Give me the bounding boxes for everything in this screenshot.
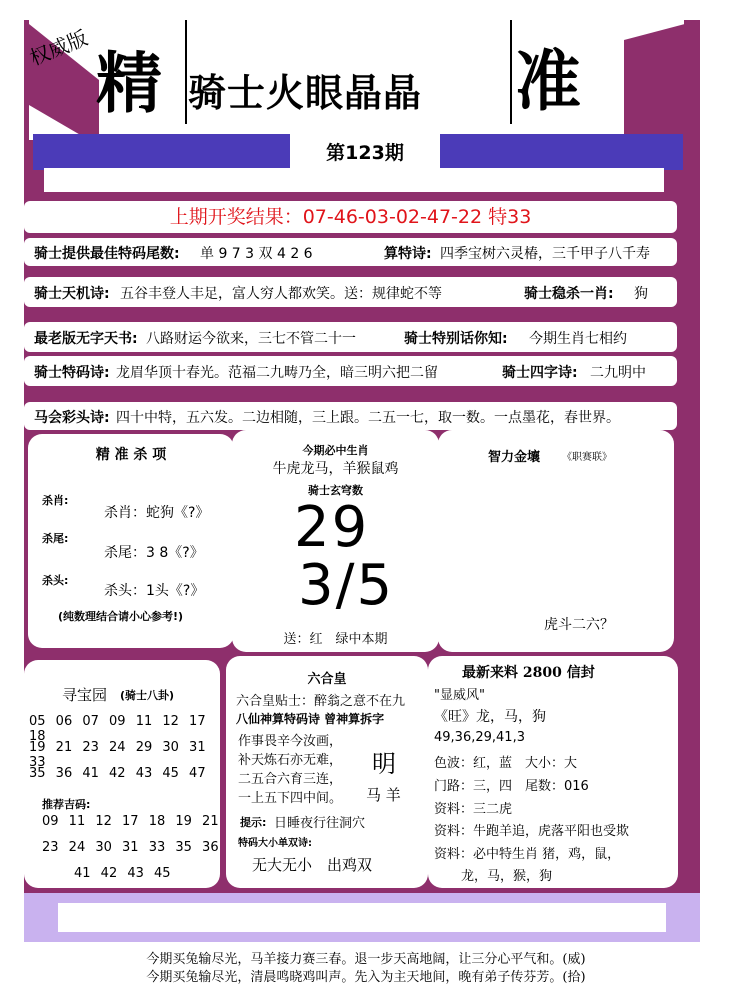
- zodiac-send: 送：红 绿中本期: [283, 632, 388, 647]
- mahui-label: 马会彩头诗:: [34, 410, 110, 426]
- header-left-char: 精: [96, 44, 162, 122]
- kill-one-label: 骑士稳杀一肖:: [524, 286, 614, 302]
- tianshu-row: [24, 322, 677, 352]
- latest-panel: [428, 656, 678, 888]
- wisdom-subtitle: 《职赛联》: [562, 452, 612, 463]
- horse-sheep: 马 羊: [366, 786, 401, 804]
- ming-char: 明: [372, 750, 396, 778]
- special-poem-label: 算特诗:: [384, 246, 432, 262]
- header-title: 骑士火眼晶晶: [188, 70, 423, 115]
- liuhe-tip: 六合皇贴士：醉翁之意不在九: [236, 694, 406, 709]
- bottom-box: [58, 903, 666, 932]
- header-divider-right: [510, 20, 512, 124]
- handwritten-bottom: 3/5: [298, 553, 395, 618]
- kill-tail-label: 杀尾:: [42, 532, 69, 545]
- recommend-label: 推荐吉码:: [42, 798, 91, 811]
- issue-number: 第123期: [326, 142, 404, 164]
- tianshu-value: 八路财运今欲来，三七不管二十一: [146, 331, 356, 347]
- latest-line-8: 龙，马，猴，狗: [448, 869, 553, 884]
- tianji-row: [24, 277, 677, 307]
- treasure-numbers-1: 05 06 07 09 11 12 17 18: [29, 714, 206, 744]
- zodiac-subtitle: 骑士玄穹数: [308, 484, 363, 497]
- wisdom-panel: [438, 430, 674, 652]
- latest-line-3: 色波：红，蓝 大小：大: [434, 756, 578, 771]
- latest-tag: "显威风": [434, 688, 485, 703]
- latest-line-5: 资料：三二虎: [434, 802, 513, 817]
- special-poem-value: 四季宝树六灵椿，三千甲子八千寿: [440, 246, 650, 262]
- footer-line-1: 今期买兔输尽光，马羊接力赛三春。退一步天高地阔，让三分心平气和。(威): [146, 952, 586, 967]
- tema-row: [24, 356, 677, 386]
- four-char-value: 二九明中: [590, 365, 646, 381]
- recommend-1: 09 11 12 17 18 19 21: [42, 814, 219, 829]
- tail-value: 单 9 7 3 双 4 2 6: [200, 246, 313, 262]
- four-char-label: 骑士四字诗:: [502, 365, 578, 381]
- tail-label: 骑士提供最佳特码尾数:: [34, 246, 180, 262]
- kill-zodiac-label: 杀肖:: [42, 494, 69, 507]
- latest-line-4: 门路：三，四 尾数：016: [434, 779, 589, 794]
- size-value: 无大无小 出鸡双: [252, 856, 373, 874]
- zodiac-list: 牛虎龙马，羊猴鼠鸡: [272, 461, 399, 477]
- liuhe-title: 六合皇: [307, 672, 347, 687]
- recommend-2: 23 24 30 31 33 35 36: [42, 840, 219, 855]
- size-label: 特码大小单双诗:: [238, 838, 312, 849]
- poem-line-2: 补天炼石亦无难，: [238, 753, 343, 768]
- latest-title: 最新来料 2800 信封: [462, 665, 595, 681]
- tianji-label: 骑士天机诗:: [34, 286, 110, 302]
- mahui-value: 四十中特，五六发。二边相随，三上跟。二五一七，取一数。一点墨花，春世界。: [116, 410, 620, 426]
- immortal-label: 八仙神算特码诗 曾神算拆字: [236, 712, 385, 726]
- zodiac-title: 今期必中生肖: [302, 444, 369, 457]
- treasure-title-note: (骑士八卦): [120, 689, 175, 702]
- special-words-label: 骑士特别话你知:: [404, 331, 508, 347]
- kill-panel: [28, 434, 234, 648]
- liuhe-panel: [226, 656, 428, 888]
- kill-panel-title: 精 准 杀 项: [95, 447, 167, 463]
- treasure-title: 寻宝园: [62, 686, 108, 704]
- header-right-char: 准: [515, 42, 581, 120]
- kill-head-label: 杀头:: [42, 574, 69, 587]
- latest-line-2: 49,36,29,41,3: [434, 730, 525, 745]
- latest-line-6: 资料：牛跑羊追，虎落平阳也受欺: [434, 824, 630, 839]
- footer-line-2: 今期买兔输尽光，清晨鸣晓鸡叫声。先入为主天地间，晚有弟子传芬芳。(拾): [146, 970, 586, 985]
- kill-zodiac-value: 杀肖：蛇狗《?》: [104, 505, 210, 521]
- recommend-3: 41 42 43 45: [74, 866, 171, 881]
- kill-one-value: 狗: [634, 286, 648, 302]
- tema-value: 龙眉华顶十春光。范福二九畴乃全，暗三明六把二留: [116, 365, 438, 381]
- kill-tail-value: 杀尾：3 8《?》: [104, 545, 204, 561]
- wisdom-title: 智力金壤: [488, 450, 541, 465]
- tema-label: 骑士特码诗:: [34, 365, 110, 381]
- tianshu-label: 最老版无字天书:: [34, 331, 138, 347]
- handwritten-top: 29: [294, 495, 370, 560]
- special-words-value: 今期生肖七相约: [529, 331, 627, 347]
- kill-note: (纯数理结合请小心参考!): [58, 610, 184, 623]
- hint-value: 日睡夜行往洞穴: [274, 816, 366, 831]
- tail-row: [24, 238, 677, 266]
- tianji-value: 五谷丰登人丰足，富人穷人都欢笑。送：规律蛇不等: [120, 286, 442, 302]
- mahui-row: [24, 402, 677, 430]
- kill-head-value: 杀头：1头《?》: [104, 583, 205, 599]
- header-divider-left: [185, 20, 187, 124]
- poem-line-1: 作事畏辛今汝画，: [238, 734, 343, 749]
- issue-bar-strip: [44, 168, 664, 192]
- latest-line-7: 资料：必中特生肖 猪，鸡，鼠，: [434, 847, 621, 862]
- zodiac-panel: [232, 430, 439, 652]
- poem-line-4: 一上五下四中间。: [238, 791, 343, 806]
- treasure-numbers-3: 35 36 41 42 43 45 47: [29, 766, 206, 781]
- last-result: 上期开奖结果：07-46-03-02-47-22 特33: [24, 201, 677, 233]
- treasure-numbers-2: 19 21 23 24 29 30 31 33: [29, 740, 206, 770]
- wisdom-answer: 虎斗二六？: [544, 617, 614, 633]
- poem-line-3: 二五合六育三连，: [238, 772, 343, 787]
- edition-label: 权威版: [26, 25, 91, 71]
- hint-label: 提示:: [240, 816, 267, 829]
- treasure-panel: [24, 660, 220, 888]
- latest-line-1: 《旺》龙，马，狗: [434, 709, 546, 725]
